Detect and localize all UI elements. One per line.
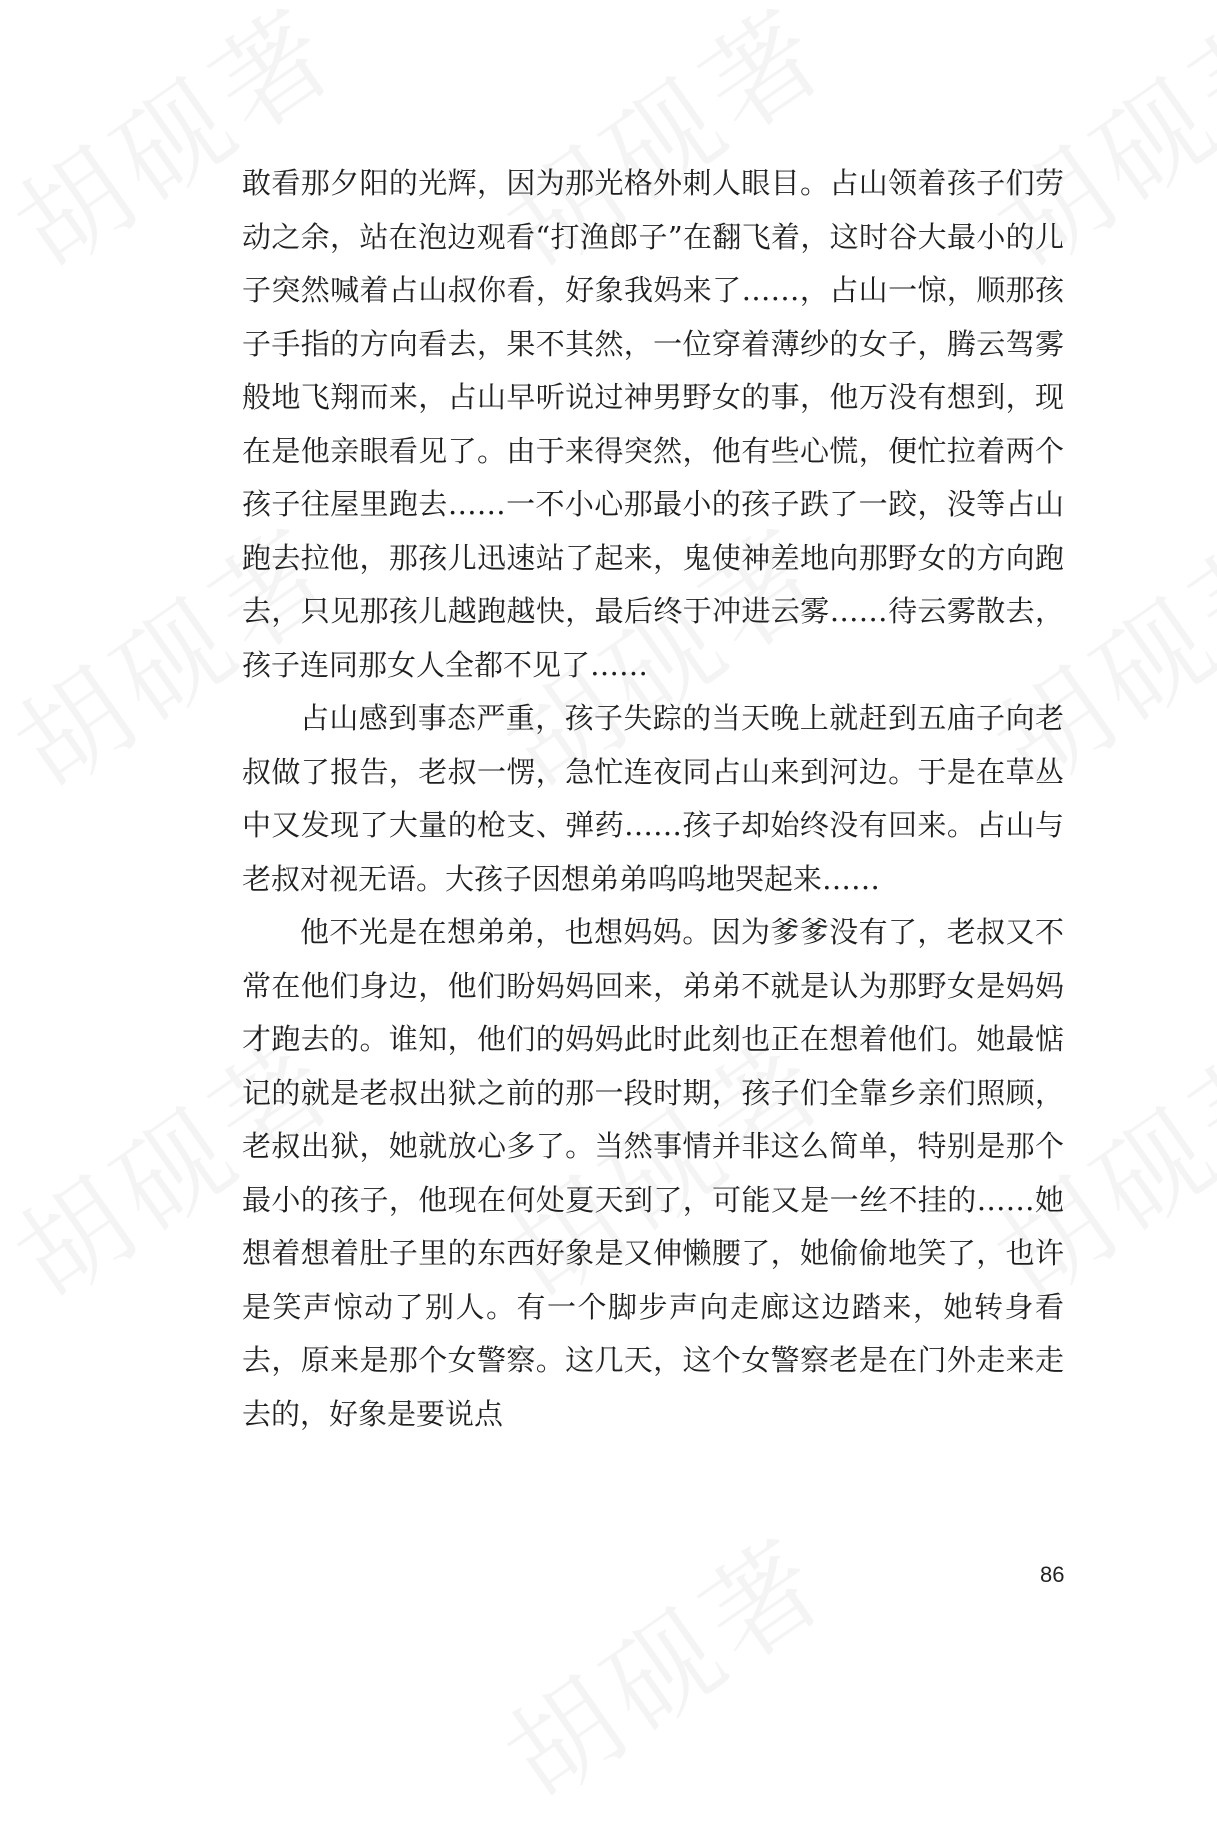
paragraph: 占山感到事态严重，孩子失踪的当天晚上就赶到五庙子向老叔做了报告，老叔一愣，急忙连夜同占山来到河边。于是在草丛中又发现了大量的枪支、弹药……孩子却始终没有回来。占山与老叔对视无语。大孩子因想弟弟呜呜地哭起来…… xyxy=(242,701,1064,896)
watermark xyxy=(470,1494,856,1829)
body-text xyxy=(242,157,1064,1441)
page-number: 86 xyxy=(1040,1562,1065,1587)
paragraph: 他不光是在想弟弟，也想妈妈。因为爹爹没有了，老叔又不常在他们身边，他们盼妈妈回来，弟弟不就是认为那野女是妈妈才跑去的。谁知，他们的妈妈此时此刻也正在想着他们。她最惦记的就是老叔出狱之前的那一段时期，孩子们全靠乡亲们照顾，老叔出狱，她就放心多了。当然事情并非这么简单，特别是那个最小的孩子，他现在何处夏天到了，可能又是一丝不挂的……她想着想着肚子里的东西好象是又伸懒腰了，她偷偷地笑了，也许是笑声惊动了别人。有一个脚步声向走廊这边踏来，她转身看去，原来是那个女警察。这几天，这个女警察老是在门外走来走去的，好象是要说点 xyxy=(242,915,1064,1431)
paragraph: 敢看那夕阳的光辉，因为那光格外刺人眼目。占山领着孩子们劳动之余，站在泡边观看“打渔郎子”在翻飞着，这时谷大最小的儿子突然喊着占山叔你看，好象我妈来了……，占山一惊，顺那孩子手指的方向看去，果不其然，一位穿着薄纱的女子，腾云驾雾般地飞翔而来，占山早听说过神男野女的事，他万没有想到，现在是他亲眼看见了。由于来得突然，他有些心慌，便忙拉着两个孩子往屋里跑去……一不小心那最小的孩子跌了一跤，没等占山跑去拉他，那孩儿迅速站了起来，鬼使神差地向那野女的方向跑去，只见那孩儿越跑越快，最后终于冲进云雾……待云雾散去，孩子连同那女人全都不见了…… xyxy=(242,166,1064,682)
